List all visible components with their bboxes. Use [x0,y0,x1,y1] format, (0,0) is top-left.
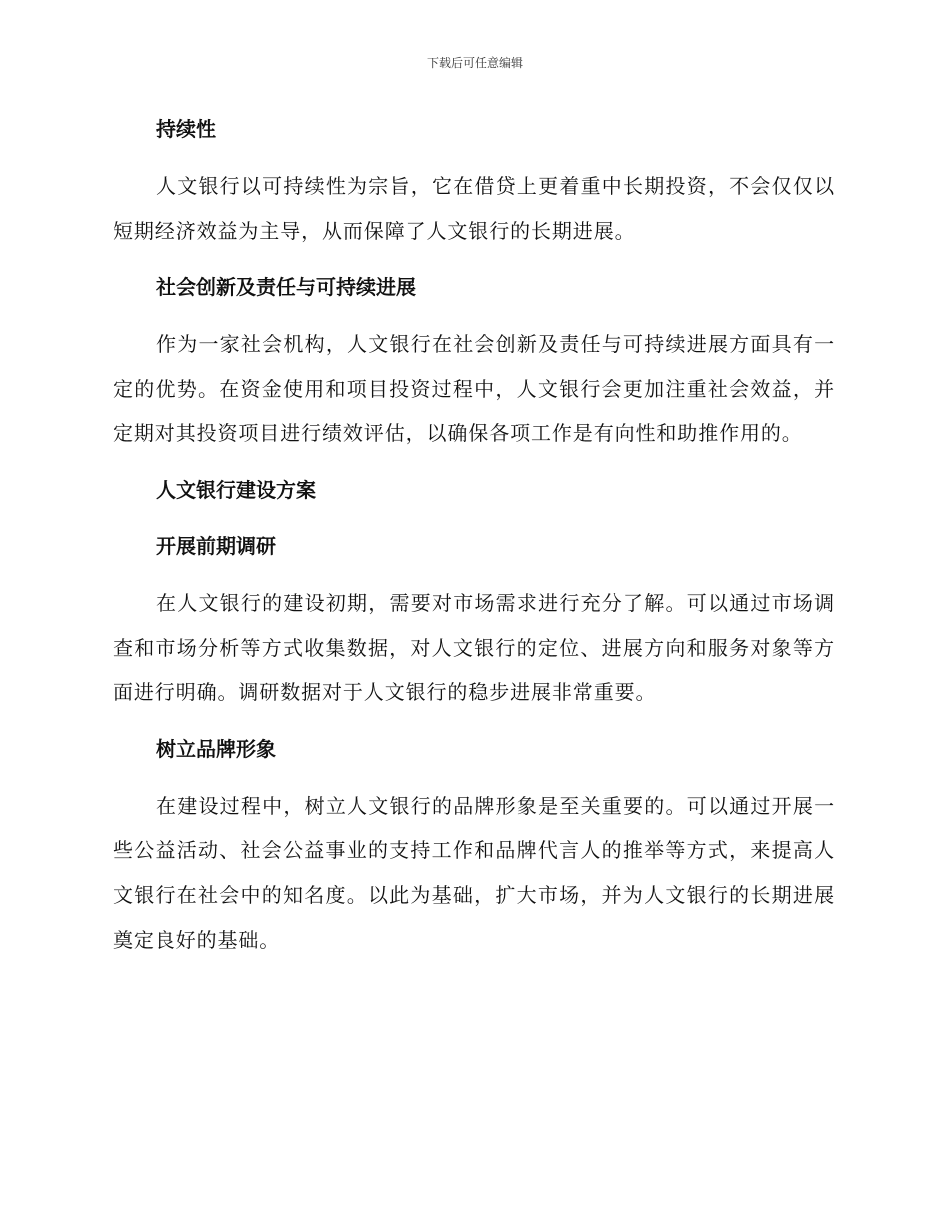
section-heading-preliminary-research: 开展前期调研 [156,533,276,558]
section-paragraph-brand-image: 在建设过程中，树立人文银行的品牌形象是至关重要的。可以通过开展一些公益活动、社会公益事业的支持工作和品牌代言人的推举等方式，来提高人文银行在社会中的知名度。以此为基础，扩大市场，并为人文银行的长期进展奠定良好的基础。 [113,793,835,952]
document-body [113,108,835,975]
section-paragraph-preliminary-research: 在人文银行的建设初期，需要对市场需求进行充分了解。可以通过市场调查和市场分析等方式收集数据，对人文银行的定位、进展方向和服务对象等方面进行明确。调研数据对于人文银行的稳步进展非常重要。 [113,590,835,705]
section-paragraph-sustainability: 人文银行以可持续性为宗旨，它在借贷上更着重中长期投资，不会仅仅以短期经济效益为主导，从而保障了人文银行的长期进展。 [113,174,835,243]
section-heading-social-innovation: 社会创新及责任与可持续进展 [156,275,416,300]
section-paragraph-social-innovation: 作为一家社会机构，人文银行在社会创新及责任与可持续进展方面具有一定的优势。在资金使用和项目投资过程中，人文银行会更加注重社会效益，并定期对其投资项目进行绩效评估，以确保各项工作是有向性和助推作用的。 [113,332,835,446]
section-heading-brand-image: 树立品牌形象 [156,736,276,761]
page-header: 下载后可任意编辑 [426,56,523,70]
section-heading-sustainability: 持续性 [156,117,216,141]
section-heading-construction-plan: 人文银行建设方案 [156,477,316,502]
